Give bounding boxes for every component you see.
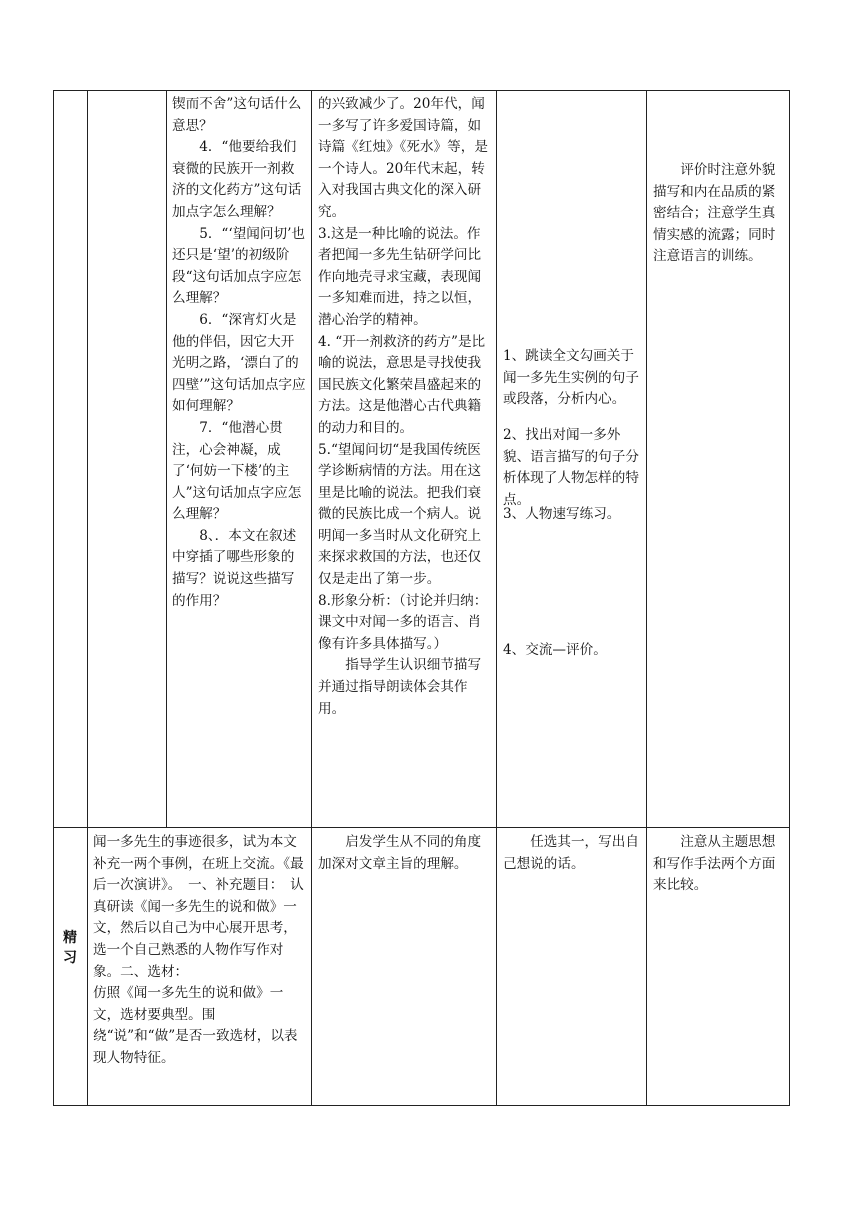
activity-item: 4、交流—评价。 bbox=[503, 642, 607, 658]
answer-item: 3.这是一种比喻的说法。作者把闻一多先生钻研学问比作向地壳寻求宝藏，表现闻一多知难而进，持之以恒，潜心治学的精神。 bbox=[318, 225, 482, 328]
col-border-activity bbox=[496, 90, 497, 1106]
evaluation-notes: 评价时注意外貌描写和内在品质的紧密结合；注意学生真情实感的流露；同时注意语言的训练。 bbox=[653, 162, 776, 265]
practice-paragraph: 闻一多先生的事迹很多，试为本文补充一两个事例，在班上交流。《最后一次演讲》。 一、补充题目： 认真研读《闻一多先生的说和做》一文，然后以自己为中心展开思考，选一个自己熟悉的人物作写作对象。二、选材： bbox=[93, 834, 304, 980]
label-char: 精 bbox=[63, 930, 77, 946]
answer-item: 5.“望闻问切“是我国传统医学诊断病情的方法。用在这里是比喻的说法。把我们衰微的民族比成一个病人。说明闻一多当时从文化研究上来探求救国的方法，也还仅仅是走出了第一步。 bbox=[318, 441, 482, 588]
col-border-left bbox=[53, 90, 54, 1106]
table-top-border bbox=[53, 90, 790, 91]
activity-item: 1、跳读全文勾画关于闻一多先生实例的句子或段落，分析内心。 bbox=[503, 348, 639, 408]
row-label-practice bbox=[60, 928, 80, 968]
question-item: 7．“他潜心贯注，心会神凝，成了‘何妨一下楼’的主人”这句话加点字应怎么理解？ bbox=[172, 419, 302, 523]
col-border-right bbox=[789, 90, 790, 1106]
question-item: 8、．本文在叙述中穿插了哪些形象的描写？说说这些描写的作用？ bbox=[172, 527, 297, 609]
question-item: 5．“‘望闻问切’也还只是‘望’的初级阶段“这句话加点字应怎么理解？ bbox=[172, 225, 305, 307]
label-char: 习 bbox=[63, 950, 77, 966]
col-border-label bbox=[87, 90, 88, 1106]
answer-item: 的兴致减少了。20年代，闻一多写了许多爱国诗篇，如诗篇《红烛》《死水》等，是一个诗人。20年代末起，转入对我国古典文化的深入研究。 bbox=[318, 96, 488, 220]
col-border-notes bbox=[646, 90, 647, 1106]
answer-item: 4. “开一剂救济的药方”是比喻的说法，意思是寻找使我国民族文化繁荣昌盛起来的方法。这是他潜心古代典籍的动力和目的。 bbox=[318, 333, 486, 436]
practice-student-activity: 任选其一，写出自己想说的话。 bbox=[503, 834, 639, 872]
question-item: 锲而不舍”这句话什么意思？ bbox=[172, 96, 302, 134]
activity-item: 3、人物速写练习。 bbox=[503, 506, 621, 522]
answer-item: 指导学生认识细节描写并通过指导朗读体会其作用。 bbox=[318, 657, 482, 717]
question-item: 6．“深宵灯火是他的伴侣，因它大开光明之路，‘漂白了的四壁’”这句话加点字应如何理解？ bbox=[172, 311, 306, 415]
row-divider bbox=[53, 827, 790, 828]
practice-content bbox=[93, 832, 307, 1070]
answer-item: 8.形象分析：（讨论并归纳：课文中对闻一多的语言、肖像有许多具体描写。） bbox=[318, 592, 488, 652]
practice-notes: 注意从主题思想和写作手法两个方面来比较。 bbox=[653, 834, 776, 894]
practice-guidance: 启发学生从不同的角度加深对文章主旨的理解。 bbox=[318, 834, 482, 872]
questions-cell bbox=[172, 94, 306, 612]
activity-item: 2、找出对闻一多外貌、语言描写的句子分析体现了人物怎样的特点。 bbox=[503, 427, 639, 508]
col-border-sub bbox=[166, 90, 167, 828]
table-bottom-border bbox=[53, 1105, 790, 1106]
col-border-answer bbox=[311, 90, 312, 1106]
answers-cell bbox=[318, 94, 492, 720]
question-item: 4．“他要给我们衰微的民族开一剂救济的文化药方”这句话加点字怎么理解？ bbox=[172, 139, 302, 220]
practice-paragraph: 仿照《闻一多先生的说和做》一文，选材要典型。围绕“说”和“做”是否一致选材，以表现人物特征。 bbox=[93, 985, 298, 1066]
